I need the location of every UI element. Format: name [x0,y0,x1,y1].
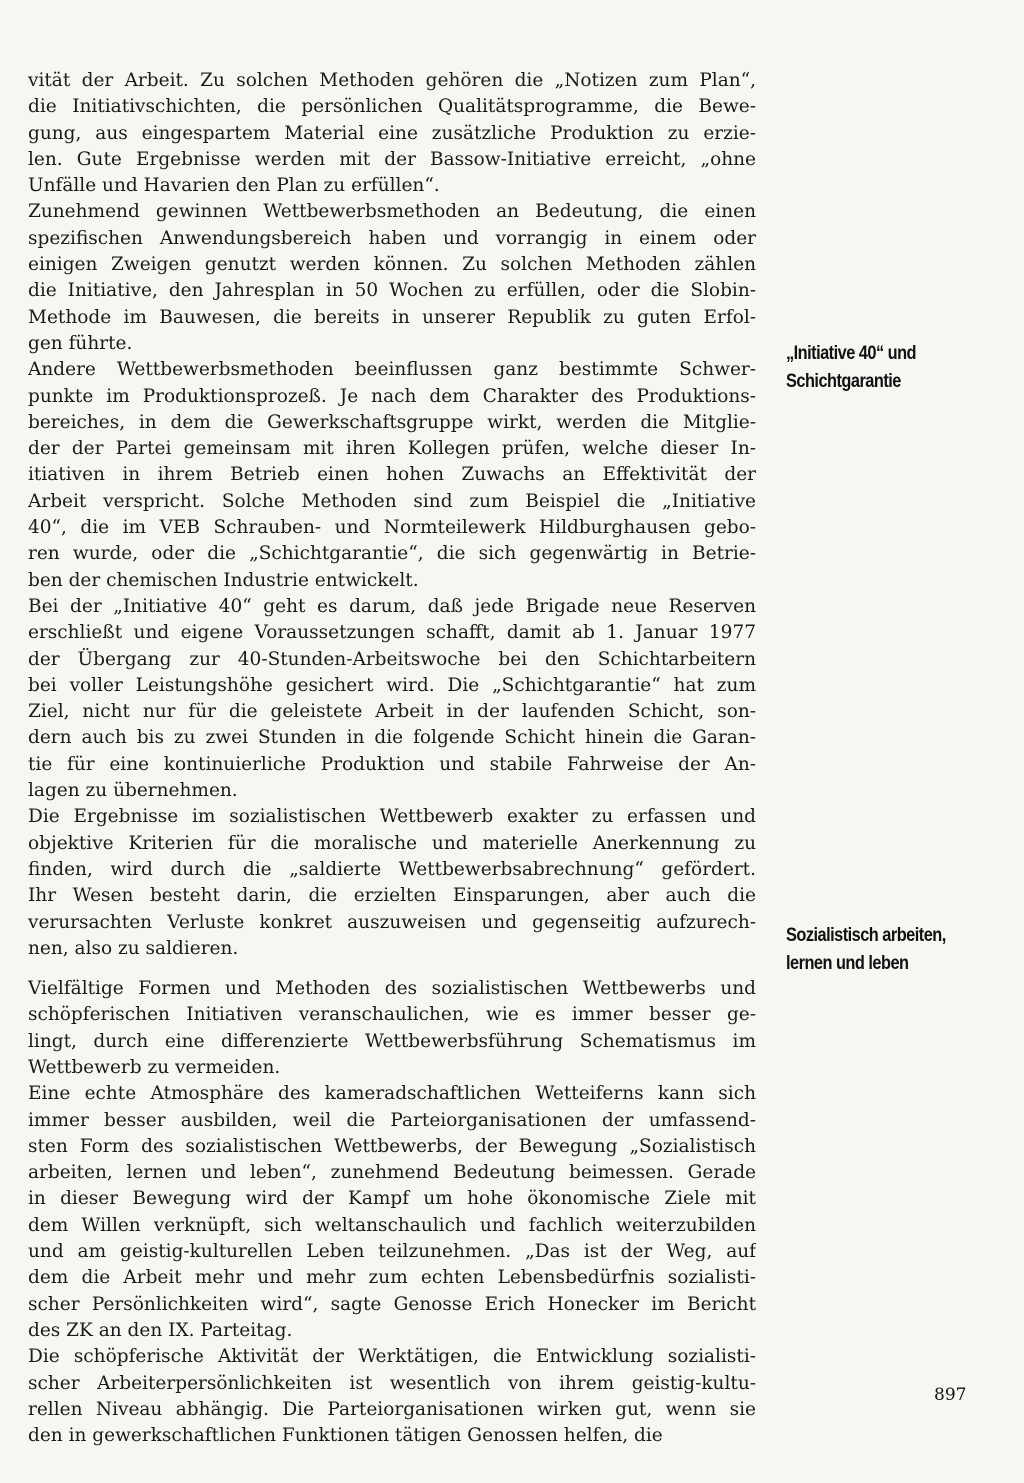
paragraph [28,976,756,1081]
text-line: ben der chemischen Industrie entwickelt. [28,569,419,591]
paragraph [28,199,756,357]
text-line: schöpferischen Initiativen veranschaulichen, wie es immer besser ge- [28,1004,756,1026]
text-line: dem die Arbeit mehr und mehr zum echten Lebensbedürfnis sozialisti- [28,1267,756,1289]
text-line: ren wurde, oder die „Schichtgarantie“, die sich gegenwärtig in Betrie- [28,543,756,565]
text-line: bereiches, in dem die Gewerkschaftsgruppe wirkt, werden die Mitglie- [28,411,756,433]
text-line: der Übergang zur 40-Stunden-Arbeitswoche bei den Schichtarbeitern [28,648,756,670]
text-line: Ihr Wesen besteht darin, die erzielten Einsparungen, aber auch die [28,885,756,907]
text-line: die Initiative, den Jahresplan in 50 Wochen zu erfüllen, oder die Slobin- [28,280,756,302]
text-line: sten Form des sozialistischen Wettbewerbs, der Bewegung „Sozialistisch [28,1135,756,1157]
text-line: vität der Arbeit. Zu solchen Methoden gehören die „Notizen zum Plan“, [28,70,756,91]
marginal-note-line: „Initiative 40“ und [786,343,917,364]
text-line: rellen Niveau abhängig. Die Parteiorganisationen wirken gut, wenn sie [28,1398,756,1420]
text-line: dern auch bis zu zwei Stunden in die folgende Schicht hinein die Garan- [28,727,756,749]
text-line: lagen zu übernehmen. [28,780,238,802]
main-text-column [28,68,756,1449]
marginal-note-initiative-40 [786,340,916,396]
text-line: in dieser Bewegung wird der Kampf um hohe ökonomische Ziele mit [28,1188,756,1210]
marginal-note-line: Sozialistisch arbeiten, [786,925,946,946]
text-line: bei voller Leistungshöhe gesichert wird. Die „Schichtgarantie“ hat zum [28,674,756,696]
paragraph [28,68,756,199]
text-line: immer besser ausbilden, weil die Parteiorganisationen der umfassend- [28,1109,756,1131]
marginal-note-line: lernen und leben [786,953,909,974]
text-line: Bei der „Initiative 40“ geht es darum, daß jede Brigade neue Reserven [28,595,756,617]
text-line: erschließt und eigene Voraussetzungen schafft, damit ab 1. Januar 1977 [28,622,756,644]
text-line: Ziel, nicht nur für die geleistete Arbeit in der laufenden Schicht, son- [28,701,756,723]
text-line: des ZK an den IX. Parteitag. [28,1319,293,1341]
text-line: arbeiten, lernen und leben“, zunehmend Bedeutung beimessen. Gerade [28,1162,756,1184]
text-line: Die schöpferische Aktivität der Werktätigen, die Entwicklung sozialisti- [28,1346,756,1368]
text-line: itiativen in ihrem Betrieb einen hohen Zuwachs an Effektivität der [28,464,756,486]
text-line: objektive Kriterien für die moralische und materielle Anerkennung zu [28,832,756,854]
text-line: scher Persönlichkeiten wird“, sagte Genosse Erich Honecker im Bericht [28,1293,756,1315]
text-line: gung, aus eingespartem Material eine zusätzliche Produktion zu erzie- [28,122,756,144]
text-line: Wettbewerb zu vermeiden. [28,1056,281,1078]
text-line: Vielfältige Formen und Methoden des sozialistischen Wettbewerbs und [28,978,756,1000]
text-line: 40“, die im VEB Schrauben- und Normteilewerk Hildburghausen gebo- [28,517,756,539]
marginal-note-line: Schichtgarantie [786,371,901,392]
text-line: Zunehmend gewinnen Wettbewerbsmethoden an Bedeutung, die einen [28,201,756,223]
text-line: die Initiativschichten, die persönlichen Qualitätsprogramme, die Bewe- [28,96,756,118]
text-line: len. Gute Ergebnisse werden mit der Bassow-Initiative erreicht, „ohne [28,148,756,170]
text-line: spezifischen Anwendungsbereich haben und vorrangig in einem oder [28,227,756,249]
text-line: Methode im Bauwesen, die bereits in unserer Republik zu guten Erfol- [28,306,756,328]
text-line: einigen Zweigen genutzt werden können. Zu solchen Methoden zählen [28,254,756,276]
text-line: Eine echte Atmosphäre des kameradschaftlichen Wetteiferns kann sich [28,1083,756,1105]
paragraph [28,1344,756,1449]
text-line: Andere Wettbewerbsmethoden beeinflussen ganz bestimmte Schwer- [28,359,756,381]
text-line: lingt, durch eine differenzierte Wettbewerbsführung Schematismus im [28,1030,756,1052]
text-line: dem Willen verknüpft, sich weltanschaulich und fachlich weiterzubilden [28,1214,756,1236]
text-line: finden, wird durch die „saldierte Wettbewerbsabrechnung“ gefördert. [28,858,756,880]
text-line: tie für eine kontinuierliche Produktion und stabile Fahrweise der An- [28,753,756,775]
text-line: nen, also zu saldieren. [28,937,239,959]
text-line: Unfälle und Havarien den Plan zu erfüllen“. [28,175,440,197]
marginal-note-sozialistisch-arbeiten [786,922,946,978]
text-line: punkte im Produktionsprozeß. Je nach dem Charakter des Produktions- [28,385,756,407]
page-number: 897 [934,1385,967,1405]
text-line: verursachten Verluste konkret auszuweisen und gegenseitig aufzurech- [28,911,756,933]
paragraph [28,1081,756,1344]
text-line: und am geistig-kulturellen Leben teilzunehmen. „Das ist der Weg, auf [28,1241,756,1263]
text-line: Arbeit verspricht. Solche Methoden sind zum Beispiel die „Initiative [28,490,756,512]
text-line: Die Ergebnisse im sozialistischen Wettbewerb exakter zu erfassen und [28,806,756,828]
paragraph [28,594,756,804]
text-line: den in gewerkschaftlichen Funktionen tätigen Genossen helfen, die [28,1425,663,1447]
text-line: der der Partei gemeinsam mit ihren Kollegen prüfen, welche dieser In- [28,438,756,460]
paragraph [28,357,756,594]
text-line: gen führte. [28,332,133,354]
text-line: scher Arbeiterpersönlichkeiten ist wesentlich von ihrem geistig-kultu- [28,1372,756,1394]
paragraph [28,804,756,962]
